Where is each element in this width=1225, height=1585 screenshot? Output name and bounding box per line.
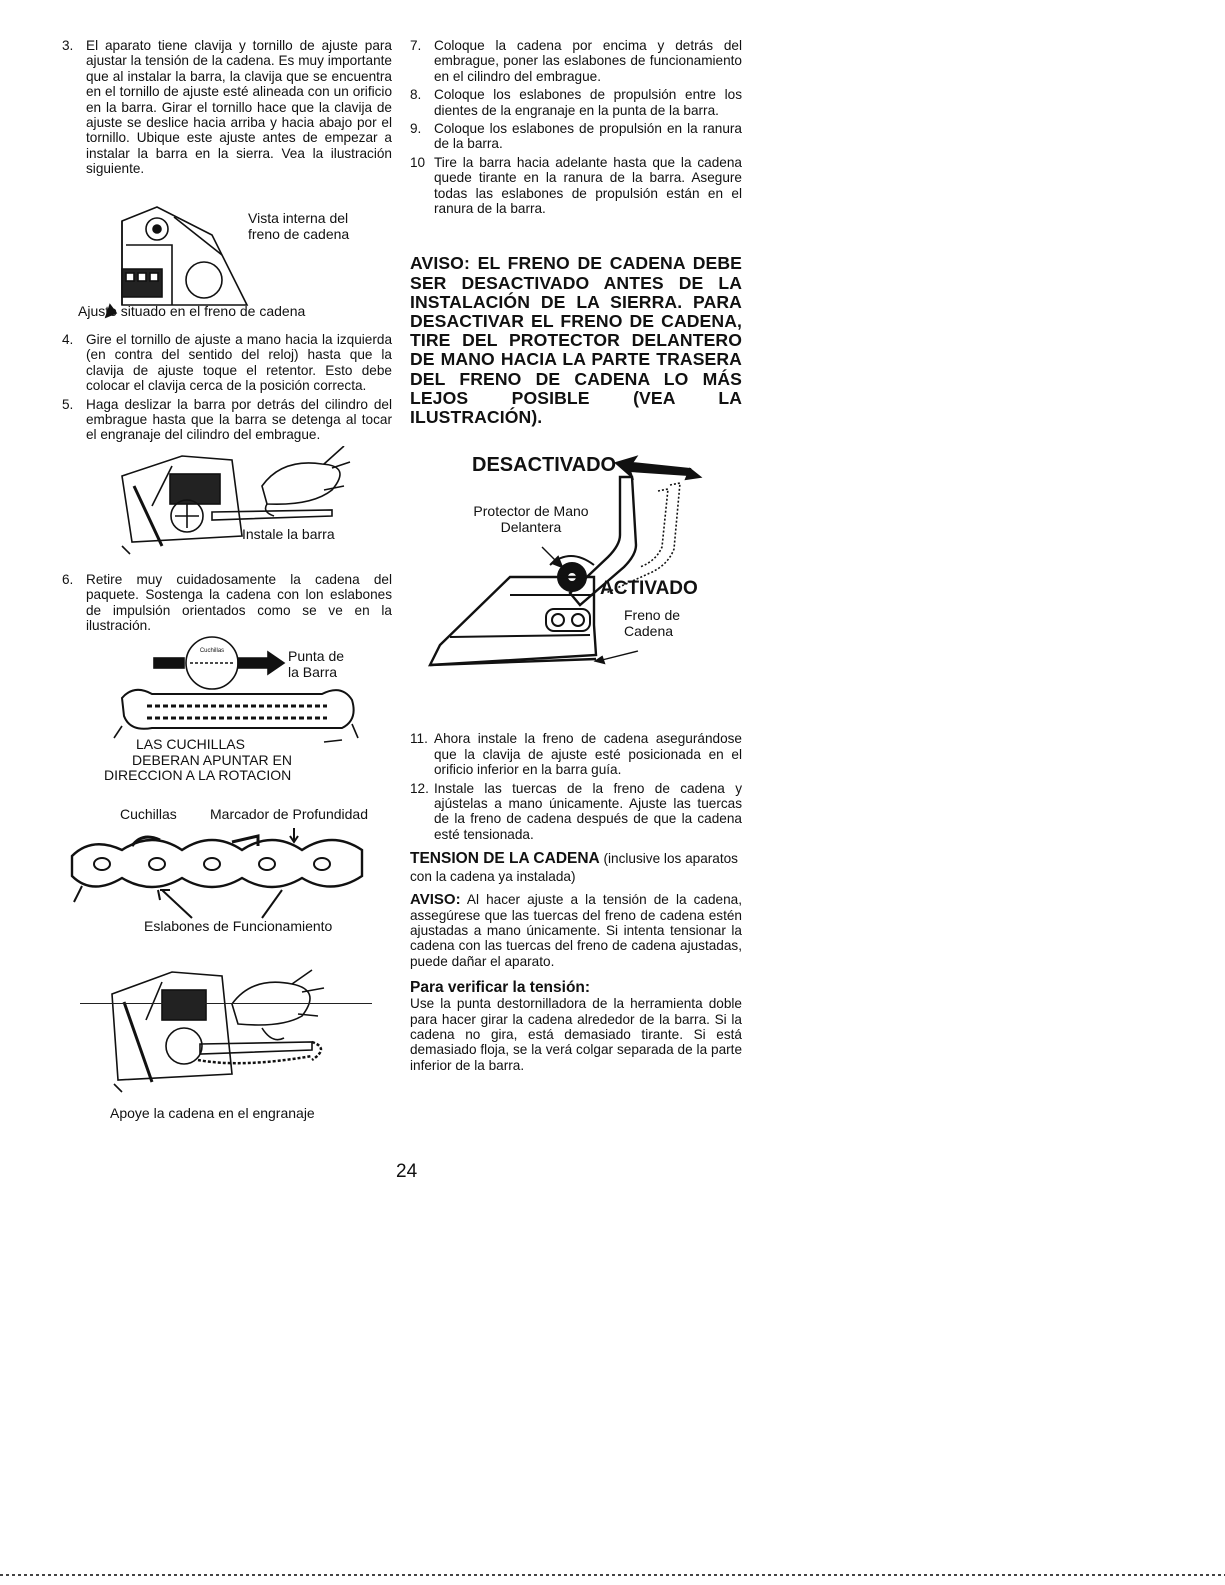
- step-3: 3. El aparato tiene clavija y tornillo de ajuste para ajustar la tensión de la cadena. Es muy importante que al instalar la barra, la clavija que se encuentra en el tornillo de ajuste esté alineada con un orificio en la barra. Girar el tornillo hace que la clavija de ajuste se deslice hacia arriba y hacia abajo por el tornillo. Ubique este ajuste antes de empezar a instalar la barra en la sierra. Vea la ilustración siguiente.: [62, 38, 392, 177]
- step-9: 9. Coloque los eslabones de propulsión en la ranura de la barra.: [410, 121, 742, 152]
- brake-internal-caption: Vista interna del freno de cadena: [248, 210, 350, 242]
- drive-links-label: Eslabones de Funcionamiento: [144, 918, 333, 935]
- adjust-location-caption: Ajuste situado en el freno de cadena: [78, 303, 306, 319]
- cutters-caption: LAS CUCHILLAS: [136, 736, 245, 753]
- chain-brake-figure: [410, 455, 742, 695]
- chain-tension-heading: TENSION DE LA CADENA (inclusive los aparatos con la cadena ya instalada): [410, 850, 738, 885]
- step-10: 10 Tire la barra hacia adelante hasta que la cadena quede tirante en la ranura de la barra. Asegure todas las eslabones de propulsión están en el ranura de la barra.: [410, 154, 742, 217]
- step-5: 5. Haga deslizar la barra por detrás del cilindro del embrague hasta que la barra se detenga al tocar el engranaje del cilindro del embrague.: [62, 396, 392, 443]
- install-bar-caption: Instale la barra: [242, 525, 335, 542]
- step-6: 6. Retire muy cuidadosamente la cadena del paquete. Sostenga la cadena con lon eslabones de impulsión orientados como se ve en la ilustración.: [62, 571, 392, 634]
- bar-tip-caption: Punta de la Barra: [288, 648, 345, 681]
- section-divider: [80, 1003, 372, 1004]
- install-bar-illustration: [62, 446, 392, 566]
- front-hand-guard-label: Protector de Mano Delantera: [473, 503, 589, 536]
- step-12: 12. Instale las tuercas de la freno de cadena y ajústelas a mano únicamente. Ajuste las tuercas de la freno de cadena después de que la cadena esté tensionada.: [410, 780, 742, 842]
- step-4: 4. Gire el tornillo de ajuste a mano hacia la izquierda (en contra del sentido del reloj) hasta que la clavija de ajuste toque el retentor. Esto debe colocar el clavija cerca de la posición correcta.: [62, 332, 392, 394]
- seat-chain-figure: [62, 964, 392, 1119]
- chain-direction-figure: [62, 636, 392, 796]
- page-number: 24: [396, 1161, 418, 1182]
- tension-warning: AVISO: Al hacer ajuste a la tensión de la cadena, assegúrese que las tuercas del freno de cadena estén ajustadas a mano únicamente. Si intenta tensionar la cadena con las tuercas del freno de cadena ajustadas, puede dañar el aparato.: [410, 891, 742, 969]
- depth-gauge-label: Marcador de Profundidad: [210, 806, 368, 823]
- chain-brake-label: Freno de Cadena: [624, 607, 681, 640]
- disengaged-label: DESACTIVADO: [472, 454, 617, 477]
- chain-brake-warning: AVISO: EL FRENO DE CADENA DEBE SER DESACTIVADO ANTES DE LA INSTALACIÓN DE LA SIERRA. PARA DESACTIVAR EL FRENO DE CADENA, TIRE DEL PROTECTOR DELANTERO DE MANO HACIA LA PARTE TRASERA DEL FRENO DE CADENA LO MÁS LEJOS POSIBLE (VEA LA ILUSTRACIÓN).: [410, 253, 742, 428]
- right-column: [410, 38, 742, 1073]
- left-column: [62, 38, 392, 1121]
- seat-chain-illustration: [62, 964, 392, 1119]
- brake-internal-figure: [62, 205, 392, 320]
- tiny-label-top: Cuchillas: [199, 648, 225, 655]
- engaged-label: ACTIVADO: [600, 578, 698, 600]
- scan-edge: [0, 1574, 1225, 1576]
- step-11: 11. Ahora instale la freno de cadena asegurándose que la clavija de ajuste esté posicionada en el orificio inferior en la barra guía.: [410, 731, 742, 778]
- verify-tension-heading: Para verificar la tensión:: [410, 979, 591, 997]
- step-8: 8. Coloque los eslabones de propulsión entre los dientes de la engranaje en la punta de la barra.: [410, 87, 742, 118]
- seat-chain-caption: Apoye la cadena en el engranaje: [110, 1105, 315, 1122]
- install-bar-figure: [62, 446, 392, 566]
- step-7: 7. Coloque la cadena por encima y detrás del embrague, poner las eslabones de funcionamiento en el cilindro del embrague.: [410, 38, 742, 84]
- cutters-label: Cuchillas: [120, 806, 177, 823]
- chain-parts-figure: [62, 806, 392, 946]
- verify-tension-text: Use la punta destornilladora de la herramienta doble para hacer girar la cadena alrededor de la barra. Si la cadena no gira, está demasiado tirante. Si está demasiado floja, se la verá colgar separada de la parte inferior de la barra.: [410, 996, 742, 1073]
- rotation-direction-caption: DIRECCION A LA ROTACION: [104, 767, 292, 784]
- chain-brake-illustration: [410, 455, 742, 695]
- must-point-caption: DEBERAN APUNTAR EN: [132, 752, 292, 769]
